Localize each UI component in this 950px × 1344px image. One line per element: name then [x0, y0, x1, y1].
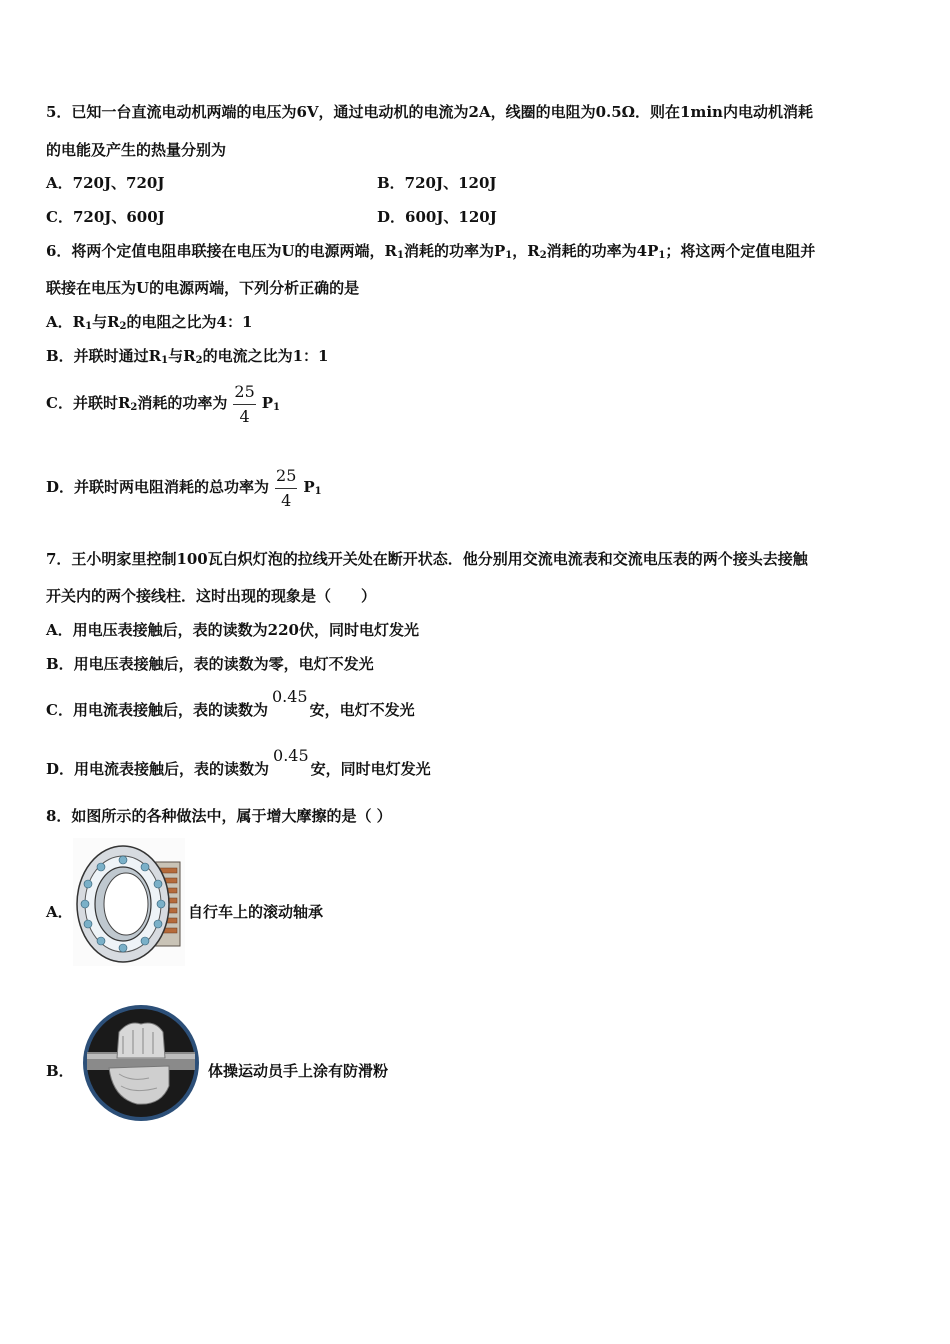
q6d-subscript: 1 [314, 486, 322, 497]
q8-option-b-text: 体操运动员手上涂有防滑粉 [208, 1062, 389, 1080]
q7d-value: 0.45 [273, 746, 309, 765]
q6d-text: P [303, 478, 315, 496]
q6c-text: C．并联时R [46, 394, 131, 412]
q6-text-d: 消耗的功率为4P [546, 242, 659, 260]
q7-option-b: B．用电压表接触后，表的读数为零，电灯不发光 [46, 655, 374, 673]
q6b-subscript: 1 [161, 355, 169, 366]
q7d-text: 安，同时电灯发光 [310, 760, 431, 778]
fraction-25-over-4 [275, 466, 297, 511]
gymnast-hands-image [79, 1002, 203, 1124]
ball-bearing-image [73, 838, 185, 966]
q6-text-a: 6．将两个定值电阻串联接在电压为U的电源两端，R [46, 242, 397, 260]
q6c-text: P [261, 394, 274, 412]
q5-option-c: C．720J、600J [46, 208, 165, 226]
q6-option-c [46, 380, 280, 431]
q6-option-b [46, 346, 328, 371]
q6b-text: B．并联时通过R [46, 347, 162, 365]
q6-text-c: ，R [512, 242, 540, 260]
q6-option-d [46, 464, 322, 515]
q7c-text: 安，电灯不发光 [309, 701, 415, 719]
q6-subscript: 1 [658, 250, 666, 261]
q5-option-a: A．720J、720J [46, 174, 165, 192]
q6-stem-line1 [46, 241, 815, 266]
q6b-subscript: 2 [195, 355, 203, 366]
fraction-denominator: 4 [281, 490, 292, 510]
q7d-text: D．用电流表接触后，表的读数为 [46, 760, 270, 778]
q6c-subscript: 2 [130, 402, 138, 413]
q6-subscript: 1 [397, 250, 404, 261]
q5-stem-line1: 5．已知一台直流电动机两端的电压为6V，通过电动机的电流为2A，线圈的电阻为0.5Ω．则在1min内电动机消耗 [46, 103, 813, 121]
q7-option-c [46, 687, 415, 720]
q6a-subscript: 1 [85, 321, 93, 332]
q7c-text: C．用电流表接触后，表的读数为 [46, 701, 268, 719]
q5-option-b: B．720J、120J [377, 174, 497, 192]
q8-option-b-letter: B． [46, 1062, 74, 1080]
q6a-text: A．R [46, 313, 86, 331]
fraction-numerator: 25 [275, 466, 297, 489]
q6-stem-line2: 联接在电压为U的电源两端，下列分析正确的是 [46, 279, 360, 297]
q7-option-d [46, 746, 431, 779]
q8-stem: 8．如图所示的各种做法中，属于增大摩擦的是（ ） [46, 807, 392, 825]
q6-subscript: 1 [505, 250, 513, 261]
q6b-text: 与R [168, 347, 196, 365]
q6d-text: D．并联时两电阻消耗的总功率为 [46, 478, 270, 496]
q6a-text: 与R [92, 313, 120, 331]
q6a-text: 的电阻之比为4：1 [126, 313, 253, 331]
q6-text-e: ；将这两个定值电阻并 [665, 242, 816, 260]
q6c-text: 消耗的功率为 [137, 394, 228, 412]
q7c-value: 0.45 [271, 687, 308, 706]
q7-option-a: A．用电压表接触后，表的读数为220伏，同时电灯发光 [46, 621, 419, 639]
q6-option-a [46, 312, 252, 337]
q7-stem-line2: 开关内的两个接线柱．这时出现的现象是（ ） [46, 587, 377, 605]
q6a-subscript: 2 [119, 321, 127, 332]
fraction-numerator: 25 [233, 382, 255, 405]
q6-subscript: 2 [539, 250, 547, 261]
q6b-text: 的电流之比为1：1 [202, 347, 329, 365]
q8-option-a-letter: A． [46, 903, 73, 921]
fraction-25-over-4 [233, 382, 255, 427]
q5-stem-line2: 的电能及产生的热量分别为 [46, 141, 227, 159]
q6-text-b: 消耗的功率为P [403, 242, 506, 260]
q8-option-a-text: 自行车上的滚动轴承 [188, 903, 324, 921]
q6c-subscript: 1 [273, 402, 280, 413]
fraction-denominator: 4 [239, 406, 250, 426]
q7-stem-line1: 7．王小明家里控制100瓦白炽灯泡的拉线开关处在断开状态．他分别用交流电流表和交流电压表的两个接头去接触 [46, 550, 808, 568]
q5-option-d: D．600J、120J [377, 208, 497, 226]
